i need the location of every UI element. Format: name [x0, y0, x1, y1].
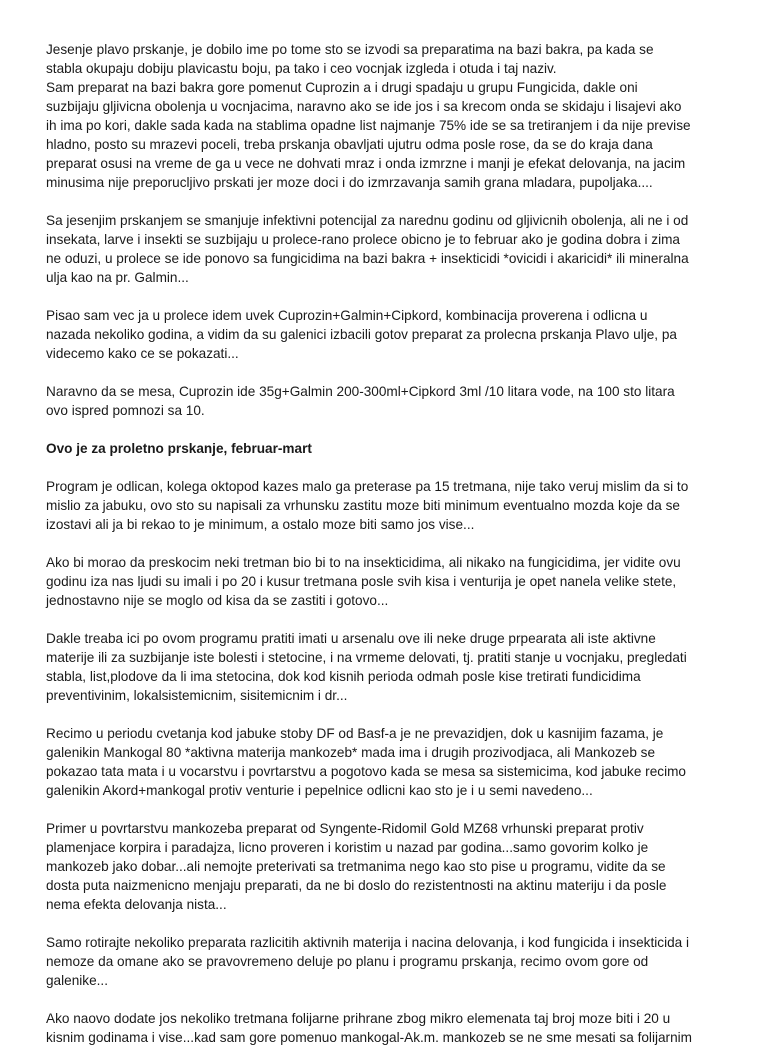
text-line: stabla, list,plodove da li ima stetocina, dok kod kisnih perioda odmah posle kise tretirati fundicidima	[46, 669, 641, 684]
text-line: Sam preparat na bazi bakra gore pomenut Cuprozin a i drugi spadaju u grupu Fungicida, dakle oni	[46, 80, 638, 95]
paragraph-spring-combination	[46, 306, 736, 363]
text-line: ne oduzi, u prolece se ide ponovo sa fungicidima na bazi bakra + insekticidi *ovicidi i akaricidi* ili mineralna	[46, 251, 689, 266]
text-line: materije ili za suzbijanje iste bolesti i stetocine, i na vrmeme delovati, tj. pratiti stanje u vocnjaku, pregledati	[46, 650, 687, 665]
text-line: galenikin Akord+mankogal protiv venturie i pepelnice odlicni kao sto je i u semi navedeno...	[46, 783, 593, 798]
text-line: Ako naovo dodate jos nekoliko tretmana folijarne prihrane zbog mikro elemenata taj broj moze biti i 20 u	[46, 1011, 671, 1026]
text-line: ovo ispred pomnozi sa 10.	[46, 403, 205, 418]
text-line: minusima nije preporucljivo prskati jer moze doci i do izmrzavanja samih grana mladara, pupoljaka....	[46, 175, 653, 190]
paragraph-flowering-period	[46, 724, 736, 800]
paragraph-foliar-feeding	[46, 1009, 736, 1047]
document-page	[46, 40, 736, 1045]
paragraph-follow-program	[46, 629, 736, 705]
text-line: Naravno da se mesa, Cuprozin ide 35g+Galmin 200-300ml+Cipkord 3ml /10 litara vode, na 100 sto litara	[46, 384, 675, 399]
text-line: kisnim godinama i vise...kad sam gore pomenuo mankogal-Ak.m. mankozeb se ne sme mesati sa folijarnim	[46, 1030, 692, 1045]
text-line: ih ima po kori, dakle sada kada na stablima opadne list najmanje 75% ide se sa tretiranjem i da nije previse	[46, 118, 691, 133]
text-line: galenike...	[46, 973, 108, 988]
text-line: hladno, posto su mrazevi poceli, treba prskanja obavljati ujutru odma posle rose, da se do kraja dana	[46, 137, 653, 152]
text-line: Sa jesenjim prskanjem se smanjuje infektivni potencijal za narednu godinu od gljivicnih obolenja, ali ne i od	[46, 213, 689, 228]
text-line: suzbijaju gljivicna obolenja u vocnjacima, naravno ako se ide jos i sa krecom onda se skidaju i lisajevi ako	[46, 99, 682, 114]
text-line: nemoze da omane ako se pravovremeno deluje po planu i programu prskanja, recimo ovom gore od	[46, 954, 649, 969]
text-line: Primer u povrtarstvu mankozeba preparat od Syngente-Ridomil Gold MZ68 vrhunski preparat protiv	[46, 821, 644, 836]
paragraph-autumn-spraying	[46, 40, 736, 192]
text-line: Dakle treaba ici po ovom programu pratiti imati u arsenalu ove ili neke druge prpearata ali iste aktivne	[46, 631, 656, 646]
text-line: Program je odlican, kolega oktopod kazes malo ga preterase pa 15 tretmana, nije tako veruj mislim da si to	[46, 479, 689, 494]
paragraph-mixing-dosage	[46, 382, 736, 420]
text-line: jednostavno nije se moglo od kisa da se zastiti i gotovo...	[46, 593, 389, 608]
text-line: preparat osusi na vreme de ga u vece ne dohvati mraz i onda izmrzne i manji je efekat delovanja, na jacim	[46, 156, 686, 171]
text-line: galenikin Mankogal 80 *aktivna materija mankozeb* mada ima i drugih prozivodjaca, ali Mankozeb se	[46, 745, 656, 760]
text-line: mislio za jabuku, ovo sto su napisali za vrhunsku zastitu moze biti minimum eventualno mozda koje da se	[46, 498, 680, 513]
paragraph-rotation	[46, 933, 736, 990]
text-line: stabla okupaju dobiju plavicastu boju, pa tako i ceo vocnjak izgleda i otuda i taj naziv.	[46, 61, 557, 76]
section-heading: Ovo je za proletno prskanje, februar-mart	[46, 441, 312, 456]
paragraph-skip-treatment	[46, 553, 736, 610]
text-line: Pisao sam vec ja u prolece idem uvek Cuprozin+Galmin+Cipkord, kombinacija proverena i odlicna u	[46, 308, 648, 323]
text-line: Ako bi morao da preskocim neki tretman bio bi to na insekticidima, ali nikako na fungicidima, jer vidite ovu	[46, 555, 681, 570]
text-line: videcemo kako ce se pokazati...	[46, 346, 239, 361]
paragraph-vegetable-example	[46, 819, 736, 914]
text-line: preventivinim, lokalsistemicnim, sisitemicnim i dr...	[46, 688, 348, 703]
text-line: Samo rotirajte nekoliko preparata razlicitih aktivnih materija i nacina delovanja, i kod fungicida i insekticida i	[46, 935, 690, 950]
text-line: Jesenje plavo prskanje, je dobilo ime po tome sto se izvodi sa preparatima na bazi bakra, pa kada se	[46, 42, 654, 57]
text-line: Recimo u periodu cvetanja kod jabuke stoby DF od Basf-a je ne prevazidjen, dok u kasnijim fazama, je	[46, 726, 664, 741]
text-line: mankozeb jako dobar...ali nemojte preterivati sa tretmanima nego kao sto pise u programu, vidite da se	[46, 859, 666, 874]
paragraph-infective-potential	[46, 211, 736, 287]
paragraph-program-review	[46, 477, 736, 534]
text-line: nazada nekoliko godina, a vidim da su galenici izbacili gotov preparat za prolecna prskanja Plavo ulje, pa	[46, 327, 677, 342]
text-line: plamenjace korpira i paradajza, licno proveren i koristim u nazad par godina...samo govorim kolko je	[46, 840, 649, 855]
text-line: nema efekta delovanja nista...	[46, 897, 227, 912]
text-line: godinu iza nas ljudi su imali i po 20 i kusur tretmana posle svih kisa i venturija je opet nanela velike stete,	[46, 574, 677, 589]
text-line: dosta puta naizmenicno menjaju preparati, da ne bi doslo do rezistentnosti na aktinu materiju i da posle	[46, 878, 667, 893]
text-line: insekata, larve i insekti se suzbijaju u prolece-rano prolece obicno je to februar ako je godina dobra i zima	[46, 232, 680, 247]
text-line: izostavi ali ja bi rekao to je minimum, a ostalo moze biti samo jos vise...	[46, 517, 475, 532]
text-line: pokazao tata mata i u vocarstvu i povrtarstvu a pogotovo kada se mesa sa sistemicima, kod jabuke recimo	[46, 764, 686, 779]
text-line: ulja kao na pr. Galmin...	[46, 270, 189, 285]
